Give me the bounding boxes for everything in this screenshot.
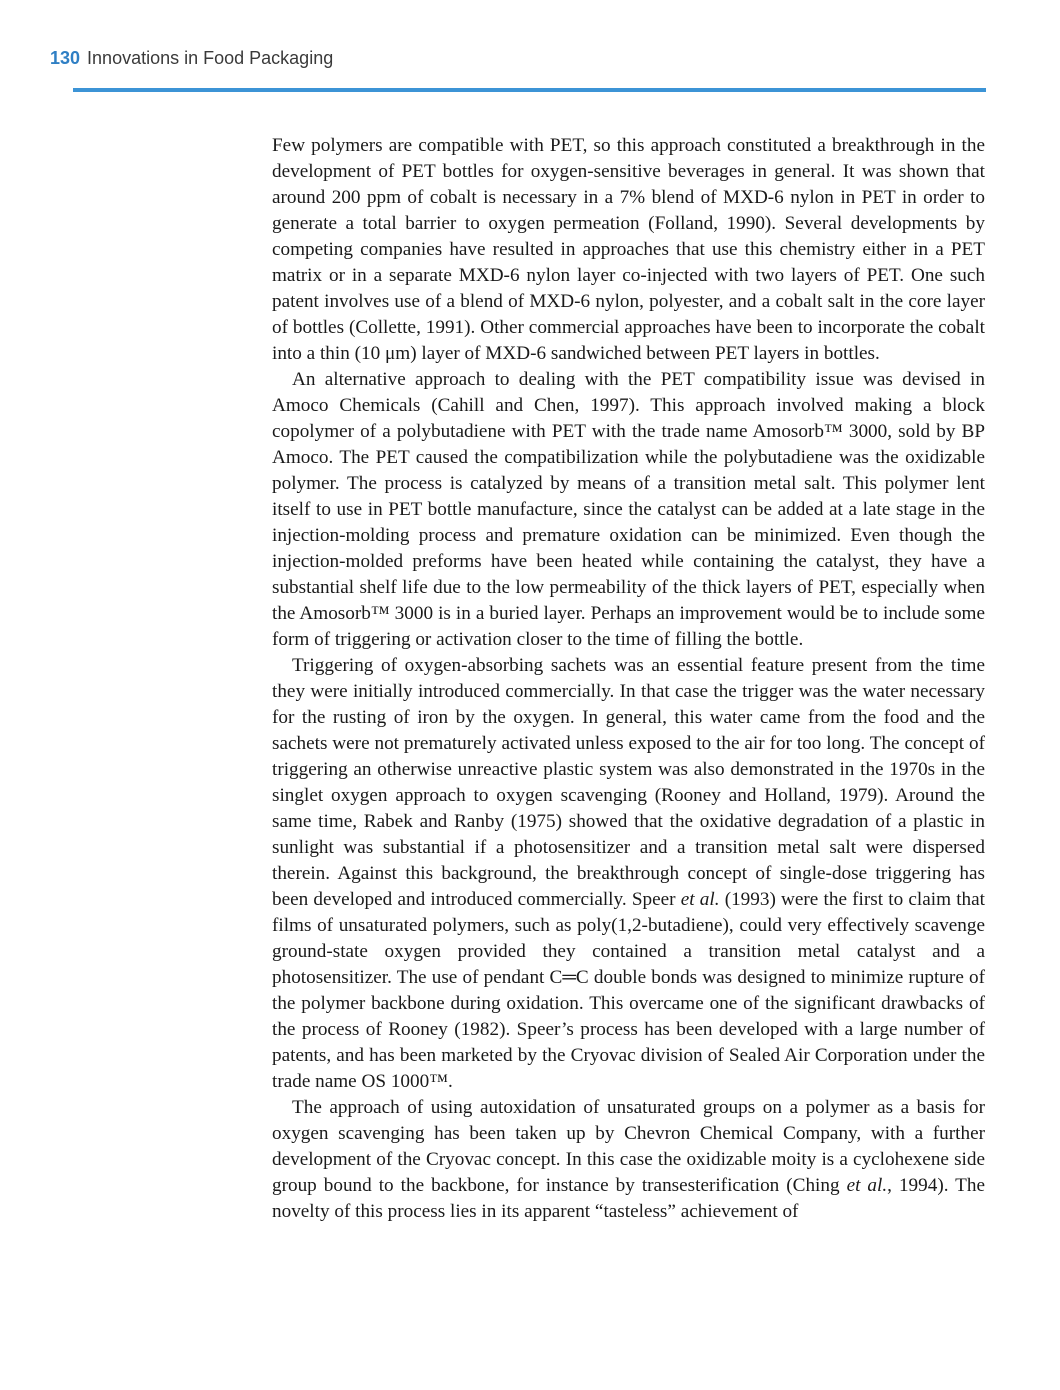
running-title: Innovations in Food Packaging <box>87 48 334 68</box>
paragraph-1: Few polymers are compatible with PET, so this approach constituted a breakthrough in the development of PET bottles for oxygen-sensitive beverages in general. It was shown that around 200 ppm of cobalt is necessary in a 7% blend of MXD-6 nylon in PET in order to generate a total barrier to oxygen permeation (Folland, 1990). Several developments by competing companies have resulted in approaches that use this chemistry either in a PET matrix or in a separate MXD-6 nylon layer co-injected with two layers of PET. One such patent involves use of a blend of MXD-6 nylon, polyester, and a cobalt salt in the core layer of bottles (Collette, 1991). Other commercial approaches have been to incorporate the cobalt into a thin (10 μm) layer of MXD-6 sandwiched between PET layers in bottles. <box>272 135 985 364</box>
paragraph-3 <box>272 653 985 1095</box>
paragraph-4-text-a: The approach of using autoxidation of unsaturated groups on a polymer as a basis for oxygen scavenging has been taken up by Chevron Chemical Company, with a further development of the Cryovac concept. In this case the oxidizable moity is a cyclohexene side group bound to the backbone, for instance by transesterification (Ching <box>272 1097 985 1196</box>
paragraph-2: An alternative approach to dealing with the PET compatibility issue was devised in Amoco Chemicals (Cahill and Chen, 1997). This approach involved making a block copolymer of a polybutadiene with PET with the trade name Amosorb™ 3000, sold by BP Amoco. The PET caused the compatibilization while the polybutadiene was the oxidizable polymer. The process is catalyzed by means of a transition metal salt. This polymer lent itself to use in PET bottle manufacture, since the catalyst can be added at a late stage in the injection-molding process and premature oxidation can be minimized. Even though the injection-molded preforms have been heated while containing the catalyst, they have a substantial shelf life due to the low permeability of the thick layers of PET, especially when the Amosorb™ 3000 is in a buried layer. Perhaps an improvement would be to include some form of triggering or activation closer to the time of filling the bottle. <box>272 369 985 650</box>
page-number: 130 <box>50 48 81 68</box>
header-rule <box>73 88 986 92</box>
body-text <box>272 133 985 1225</box>
paragraph-3-text-a: Triggering of oxygen-absorbing sachets was an essential feature present from the time they were initially introduced commercially. In that case the trigger was the water necessary for the rusting of iron by the oxygen. In general, this water came from the food and the sachets were not prematurely activated unless exposed to the air for too long. The concept of triggering an otherwise unreactive plastic system was also demonstrated in the 1970s in the singlet oxygen approach to oxygen scavenging (Rooney and Holland, 1979). Around the same time, Rabek and Ranby (1975) showed that the oxidative degradation of a plastic in sunlight was substantial if a photosensitizer and a transition metal salt were dispersed therein. Against this background, the breakthrough concept of single-dose triggering has been developed and introduced commercially. Speer <box>272 655 985 910</box>
paragraph-4 <box>272 1095 985 1225</box>
running-head <box>50 48 333 69</box>
paragraph-4-text-b: , 1994). The novelty of this process lies in its apparent “tasteless” achievement of <box>272 1175 985 1222</box>
paragraph-3-citation-italic: et al. <box>680 889 720 910</box>
paragraph-3-text-b: (1993) were the first to claim that films of unsaturated polymers, such as poly(1,2-butadiene), could very effectively scavenge ground-state oxygen provided they contained a transition metal catalyst and a photosensitizer. The use of pendant C═C double bonds was designed to minimize rupture of the polymer backbone during oxidation. This overcame one of the significant drawbacks of the process of Rooney (1982). Speer’s process has been developed with a large number of patents, and has been marketed by the Cryovac division of Sealed Air Corporation under the trade name OS 1000™. <box>272 889 985 1092</box>
paragraph-4-citation-italic: et al. <box>846 1175 888 1196</box>
